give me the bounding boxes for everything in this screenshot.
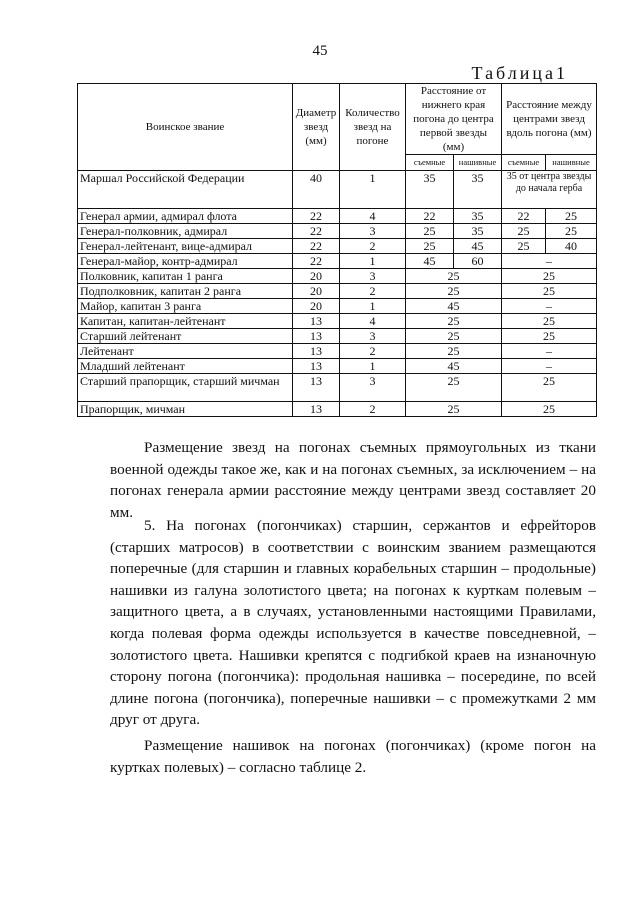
cell-between: – (502, 254, 597, 269)
cell-diameter: 13 (293, 359, 340, 374)
cell-distance-removable: 25 (406, 224, 454, 239)
cell-distance: 45 (406, 359, 502, 374)
cell-rank: Старший прапорщик, старший мичман (78, 374, 293, 402)
cell-count: 1 (340, 171, 406, 209)
cell-diameter: 20 (293, 299, 340, 314)
cell-distance-removable: 35 (406, 171, 454, 209)
cell-diameter: 40 (293, 171, 340, 209)
subheader-removable: съемные (502, 155, 546, 171)
table-row (78, 359, 597, 374)
table-row (78, 284, 597, 299)
cell-between: 25 (502, 284, 597, 299)
table-row (78, 224, 597, 239)
cell-between-removable: 25 (502, 239, 546, 254)
header-diameter: Диаметр звезд (мм) (293, 84, 340, 171)
table-row (78, 209, 597, 224)
header-rank: Воинское звание (78, 84, 293, 171)
cell-between-removable: 25 (502, 224, 546, 239)
table-row (78, 314, 597, 329)
cell-between: 25 (502, 329, 597, 344)
table-row (78, 402, 597, 417)
cell-diameter: 13 (293, 329, 340, 344)
cell-distance: 25 (406, 402, 502, 417)
cell-diameter: 22 (293, 239, 340, 254)
cell-between-sewn: 25 (546, 209, 597, 224)
paragraph-text: Размещение нашивок на погонах (погончиках) (кроме погон на куртках полевых) – согласно таблице 2. (110, 737, 596, 776)
cell-count: 4 (340, 209, 406, 224)
table-row (78, 344, 597, 359)
header-count: Количество звезд на погоне (340, 84, 406, 171)
cell-between: – (502, 359, 597, 374)
cell-diameter: 20 (293, 284, 340, 299)
cell-diameter: 22 (293, 209, 340, 224)
cell-between-sewn: 25 (546, 224, 597, 239)
cell-between: – (502, 344, 597, 359)
cell-between: – (502, 299, 597, 314)
cell-diameter: 13 (293, 344, 340, 359)
subheader-removable: съемные (406, 155, 454, 171)
cell-rank: Младший лейтенант (78, 359, 293, 374)
table-row (78, 374, 597, 402)
cell-rank: Генерал-майор, контр-адмирал (78, 254, 293, 269)
cell-rank: Генерал армии, адмирал флота (78, 209, 293, 224)
table-row (78, 329, 597, 344)
cell-distance-removable: 25 (406, 239, 454, 254)
cell-rank: Капитан, капитан-лейтенант (78, 314, 293, 329)
cell-diameter: 13 (293, 402, 340, 417)
cell-rank: Майор, капитан 3 ранга (78, 299, 293, 314)
cell-count: 1 (340, 299, 406, 314)
cell-count: 1 (340, 254, 406, 269)
table-row (78, 299, 597, 314)
cell-between: 25 (502, 402, 597, 417)
page-number: 45 (312, 43, 328, 59)
cell-count: 3 (340, 269, 406, 284)
cell-distance-sewn: 45 (454, 239, 502, 254)
cell-distance-removable: 45 (406, 254, 454, 269)
cell-rank: Лейтенант (78, 344, 293, 359)
table-row (78, 269, 597, 284)
cell-distance: 25 (406, 314, 502, 329)
cell-distance: 25 (406, 329, 502, 344)
cell-diameter: 22 (293, 224, 340, 239)
cell-rank: Генерал-лейтенант, вице-адмирал (78, 239, 293, 254)
cell-distance-removable: 22 (406, 209, 454, 224)
cell-count: 2 (340, 344, 406, 359)
cell-rank: Подполковник, капитан 2 ранга (78, 284, 293, 299)
cell-rank: Старший лейтенант (78, 329, 293, 344)
insignia-table (77, 83, 597, 417)
cell-between-sewn: 40 (546, 239, 597, 254)
cell-rank: Прапорщик, мичман (78, 402, 293, 417)
cell-distance: 25 (406, 374, 502, 402)
paragraph-stripes (110, 515, 596, 731)
cell-distance-sewn: 35 (454, 224, 502, 239)
cell-distance-sewn: 35 (454, 171, 502, 209)
cell-count: 2 (340, 239, 406, 254)
cell-count: 3 (340, 329, 406, 344)
cell-distance-sewn: 60 (454, 254, 502, 269)
paragraph-table-reference (110, 735, 596, 778)
table-row (78, 171, 597, 209)
subheader-sewn: нашивные (546, 155, 597, 171)
header-distance-bottom: Расстояние от нижнего края погона до центра первой звезды (мм) (406, 84, 502, 155)
cell-distance: 25 (406, 344, 502, 359)
cell-diameter: 13 (293, 374, 340, 402)
cell-diameter: 20 (293, 269, 340, 284)
cell-distance: 25 (406, 269, 502, 284)
paragraph-text: Размещение звезд на погонах съемных прямоугольных из ткани военной одежды такое же, как и на погонах съемных, за исключением – на погонах генерала армии расстояние между центрами звезд составляет 20 мм. (110, 439, 596, 521)
cell-between: 35 от центра звезды до начала герба (502, 171, 597, 209)
cell-diameter: 13 (293, 314, 340, 329)
cell-between: 25 (502, 269, 597, 284)
cell-distance-sewn: 35 (454, 209, 502, 224)
cell-distance: 45 (406, 299, 502, 314)
paragraph-text: 5. На погонах (погончиках) старшин, сержантов и ефрейторов (старших матросов) в соответствии с воинским званием размещаются поперечные (для старшин и главных корабельных старшин – продольные) нашивки из галуна золотистого цвета; на погонах к курткам полевым – защитного цвета, а в случаях, установленными настоящими Правилами, когда полевая форма одежды используется в качестве повседневной, – золотистого цвета. Нашивки крепятся с подгибкой краев на изнаночную сторону погона (погончика): продольная нашивка – посередине, по всей длине погона (погончика), поперечные нашивки – с промежутками 2 мм друг от друга. (110, 517, 596, 729)
cell-between-removable: 22 (502, 209, 546, 224)
table-row (78, 239, 597, 254)
cell-rank: Маршал Российской Федерации (78, 171, 293, 209)
cell-distance: 25 (406, 284, 502, 299)
subheader-sewn: нашивные (454, 155, 502, 171)
cell-diameter: 22 (293, 254, 340, 269)
cell-count: 2 (340, 284, 406, 299)
cell-count: 2 (340, 402, 406, 417)
cell-rank: Полковник, капитан 1 ранга (78, 269, 293, 284)
cell-between: 25 (502, 374, 597, 402)
cell-rank: Генерал-полковник, адмирал (78, 224, 293, 239)
cell-between: 25 (502, 314, 597, 329)
table-row (78, 254, 597, 269)
cell-count: 1 (340, 359, 406, 374)
cell-count: 4 (340, 314, 406, 329)
header-distance-between: Расстояние между центрами звезд вдоль погона (мм) (502, 84, 597, 155)
cell-count: 3 (340, 224, 406, 239)
table-header-row (78, 84, 597, 155)
table-caption: Таблица1 (471, 63, 568, 83)
cell-count: 3 (340, 374, 406, 402)
paragraph-star-placement (110, 437, 596, 523)
